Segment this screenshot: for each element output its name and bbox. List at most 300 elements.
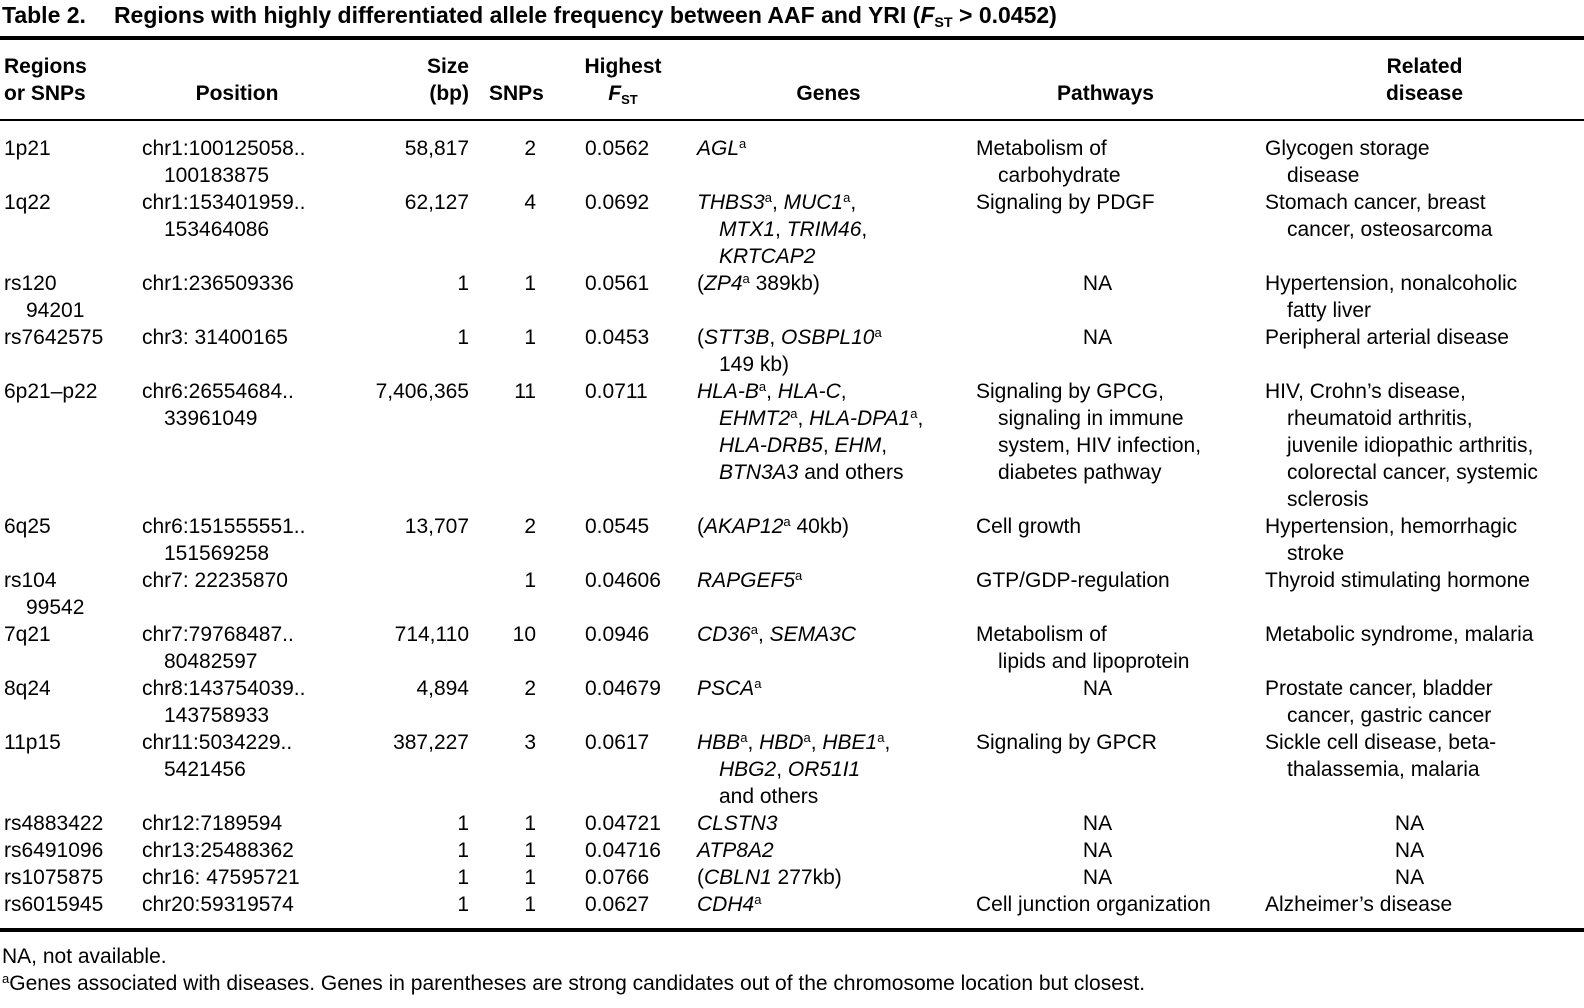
cell-position bbox=[135, 675, 350, 729]
cell-fst bbox=[540, 513, 680, 567]
cell-line: 1 bbox=[457, 839, 469, 862]
table-row bbox=[0, 324, 1584, 378]
cell-size bbox=[350, 189, 475, 270]
cell-line: 0.04679 bbox=[585, 677, 661, 700]
table-title: Regions with highly differentiated allele frequency between AAF and YRI $(F_{ST} > 0.0452)$ bbox=[113, 2, 1057, 31]
cell-line: 6p21–p22 bbox=[4, 380, 98, 403]
cell-genes bbox=[680, 189, 960, 270]
cell-line: chr3: 31400165 bbox=[142, 326, 288, 349]
cell-line bbox=[350, 567, 469, 594]
cell-line: 0.0453 bbox=[585, 326, 650, 349]
cell-disease bbox=[1235, 567, 1584, 621]
cell-line: 1 bbox=[524, 866, 536, 889]
cell-line: NA bbox=[1082, 677, 1113, 700]
cell-line: 0.04606 bbox=[585, 569, 661, 592]
cell-region bbox=[0, 135, 135, 189]
cell-position bbox=[135, 324, 350, 378]
cell-line: 1 bbox=[457, 272, 469, 295]
cell-line: chr16: 47595721 bbox=[142, 866, 300, 889]
cell-line: Signaling by GPCG, bbox=[976, 380, 1164, 403]
cell-line: THBS3$^a$, MUC1$^a$, bbox=[697, 189, 857, 214]
column-header-line: Related bbox=[1386, 55, 1463, 78]
cell-line: colorectal cancer, systemic bbox=[1287, 461, 1538, 484]
cell-line: Sickle cell disease, beta- bbox=[1265, 731, 1497, 754]
cell-snps bbox=[475, 621, 540, 675]
cell-line: 0.0946 bbox=[585, 623, 650, 646]
cell-line: 7q21 bbox=[4, 623, 51, 646]
cell-line: RAPGEF5$^a$ bbox=[697, 567, 803, 592]
table-row bbox=[0, 513, 1584, 567]
cell-line: chr13:25488362 bbox=[142, 839, 294, 862]
cell-position bbox=[135, 621, 350, 675]
cell-snps bbox=[475, 513, 540, 567]
cell-line: 149 kb) bbox=[719, 353, 790, 376]
cell-line: 1 bbox=[457, 893, 469, 916]
column-header-genes bbox=[680, 53, 960, 107]
table-row bbox=[0, 189, 1584, 270]
cell-pathways bbox=[960, 864, 1235, 891]
cell-line: thalassemia, malaria bbox=[1287, 758, 1480, 781]
cell-size bbox=[350, 567, 475, 621]
footnote-na: NA, not available. bbox=[2, 945, 167, 968]
cell-line: 4,894 bbox=[416, 677, 469, 700]
cell-line: NA bbox=[1394, 812, 1425, 835]
cell-genes bbox=[680, 810, 960, 837]
cell-size bbox=[350, 513, 475, 567]
cell-line: 143758933 bbox=[164, 704, 270, 727]
cell-position bbox=[135, 837, 350, 864]
cell-line: (AKAP12$^a$ 40kb) bbox=[697, 513, 850, 538]
cell-pathways bbox=[960, 729, 1235, 810]
cell-size bbox=[350, 378, 475, 513]
cell-line: system, HIV infection, bbox=[998, 434, 1202, 457]
column-header-pathways bbox=[960, 53, 1235, 107]
cell-genes bbox=[680, 675, 960, 729]
cell-line: Hypertension, nonalcoholic bbox=[1265, 272, 1518, 295]
cell-position bbox=[135, 189, 350, 270]
cell-line: BTN3A3 and others bbox=[719, 461, 904, 484]
table-row bbox=[0, 729, 1584, 810]
cell-line: and others bbox=[719, 785, 819, 808]
cell-pathways bbox=[960, 513, 1235, 567]
cell-line: cancer, gastric cancer bbox=[1287, 704, 1492, 727]
cell-position bbox=[135, 891, 350, 918]
cell-disease bbox=[1235, 189, 1584, 270]
cell-pathways bbox=[960, 810, 1235, 837]
cell-line: 0.0561 bbox=[585, 272, 650, 295]
cell-line: NA bbox=[1082, 326, 1113, 349]
cell-line: 1 bbox=[524, 272, 536, 295]
cell-line: sclerosis bbox=[1287, 488, 1369, 511]
table-row bbox=[0, 567, 1584, 621]
cell-line: 80482597 bbox=[164, 650, 258, 673]
cell-position bbox=[135, 810, 350, 837]
cell-size bbox=[350, 675, 475, 729]
cell-genes bbox=[680, 324, 960, 378]
table-body bbox=[0, 121, 1584, 928]
column-header-region bbox=[0, 53, 135, 107]
cell-fst bbox=[540, 270, 680, 324]
cell-line: 1 bbox=[457, 812, 469, 835]
cell-genes bbox=[680, 621, 960, 675]
cell-region bbox=[0, 567, 135, 621]
cell-line: chr8:143754039.. bbox=[142, 677, 306, 700]
cell-line: NA bbox=[1082, 839, 1113, 862]
cell-line: 11p15 bbox=[4, 731, 61, 754]
cell-region bbox=[0, 270, 135, 324]
cell-region bbox=[0, 189, 135, 270]
cell-disease bbox=[1235, 810, 1584, 837]
cell-line: 1 bbox=[524, 812, 536, 835]
cell-fst bbox=[540, 567, 680, 621]
cell-region bbox=[0, 675, 135, 729]
cell-fst bbox=[540, 810, 680, 837]
cell-position bbox=[135, 513, 350, 567]
cell-line: GTP/GDP-regulation bbox=[976, 569, 1170, 592]
cell-line: 153464086 bbox=[164, 218, 270, 241]
cell-snps bbox=[475, 864, 540, 891]
cell-region bbox=[0, 513, 135, 567]
cell-region bbox=[0, 837, 135, 864]
cell-line: 1 bbox=[524, 326, 536, 349]
cell-line: Signaling by GPCR bbox=[976, 731, 1157, 754]
cell-line: 62,127 bbox=[404, 191, 469, 214]
cell-line: PSCA$^a$ bbox=[697, 675, 762, 700]
cell-line: 33961049 bbox=[164, 407, 258, 430]
cell-line: 387,227 bbox=[393, 731, 469, 754]
cell-line: 1 bbox=[524, 839, 536, 862]
column-header-size bbox=[350, 53, 475, 107]
cell-line: NA bbox=[1082, 866, 1113, 889]
table-caption bbox=[0, 0, 1584, 36]
cell-line: HBG2, OR51I1 bbox=[719, 758, 861, 781]
cell-snps bbox=[475, 378, 540, 513]
cell-genes bbox=[680, 567, 960, 621]
cell-line: 0.0545 bbox=[585, 515, 650, 538]
cell-line: HLA-$B^a$, HLA-C, bbox=[697, 378, 847, 403]
cell-line: 714,110 bbox=[394, 623, 469, 646]
cell-line: 13,707 bbox=[404, 515, 469, 538]
cell-line: 58,817 bbox=[404, 137, 469, 160]
cell-line: 0.0562 bbox=[585, 137, 650, 160]
cell-position bbox=[135, 135, 350, 189]
cell-line: chr11:5034229.. bbox=[142, 731, 293, 754]
column-header-line: SNPs bbox=[489, 82, 544, 105]
cell-region bbox=[0, 621, 135, 675]
cell-region bbox=[0, 891, 135, 918]
cell-fst bbox=[540, 378, 680, 513]
cell-line: Alzheimer’s disease bbox=[1265, 893, 1453, 916]
cell-region bbox=[0, 729, 135, 810]
cell-line: (CBLN1 277kb) bbox=[697, 866, 842, 889]
cell-position bbox=[135, 270, 350, 324]
cell-line: 0.0766 bbox=[585, 866, 650, 889]
cell-snps bbox=[475, 567, 540, 621]
column-header-snps bbox=[475, 53, 544, 107]
cell-line: chr12:7189594 bbox=[142, 812, 283, 835]
cell-line: 2 bbox=[524, 137, 536, 160]
header-row bbox=[0, 40, 1584, 119]
cell-fst bbox=[540, 189, 680, 270]
cell-line: 99542 bbox=[26, 596, 85, 619]
table-row bbox=[0, 135, 1584, 189]
cell-line: 0.0711 bbox=[585, 380, 648, 403]
cell-line: 0.0692 bbox=[585, 191, 650, 214]
cell-pathways bbox=[960, 189, 1235, 270]
cell-line: 8q24 bbox=[4, 677, 51, 700]
column-header-line bbox=[489, 53, 536, 80]
cell-fst bbox=[540, 135, 680, 189]
cell-line: EHMT2$^a$, HLA-DPA1$^a$, bbox=[719, 405, 924, 430]
cell-pathways bbox=[960, 135, 1235, 189]
cell-line: HLA-DRB5, EHM, bbox=[719, 434, 888, 457]
cell-fst bbox=[540, 324, 680, 378]
cell-fst bbox=[540, 864, 680, 891]
cell-line: 151569258 bbox=[164, 542, 270, 565]
cell-line: MTX1, TRIM46, bbox=[719, 218, 868, 241]
cell-line: chr6:26554684.. bbox=[142, 380, 294, 403]
cell-line: AGL$^a$ bbox=[697, 135, 747, 160]
cell-size bbox=[350, 837, 475, 864]
cell-line: rs104 bbox=[4, 569, 57, 592]
column-header-position bbox=[135, 53, 350, 107]
cell-line: 1 bbox=[457, 326, 469, 349]
cell-genes bbox=[680, 270, 960, 324]
column-header-line: Regions bbox=[4, 55, 87, 78]
cell-snps bbox=[475, 810, 540, 837]
cell-line: Cell growth bbox=[976, 515, 1082, 538]
cell-line: 1q22 bbox=[4, 191, 51, 214]
cell-line: Signaling by PDGF bbox=[976, 191, 1155, 214]
cell-disease bbox=[1235, 891, 1584, 918]
cell-pathways bbox=[960, 270, 1235, 324]
cell-line: HIV, Crohn’s disease, bbox=[1265, 380, 1466, 403]
cell-disease bbox=[1235, 864, 1584, 891]
cell-line: 7,406,365 bbox=[375, 380, 469, 403]
cell-disease bbox=[1235, 675, 1584, 729]
cell-line: CDH4$^a$ bbox=[697, 891, 762, 916]
cell-genes bbox=[680, 135, 960, 189]
cell-line: NA bbox=[1082, 812, 1113, 835]
cell-size bbox=[350, 891, 475, 918]
cell-line: 6q25 bbox=[4, 515, 51, 538]
cell-line: 11 bbox=[514, 380, 536, 403]
cell-position bbox=[135, 729, 350, 810]
cell-size bbox=[350, 270, 475, 324]
cell-line: chr20:59319574 bbox=[142, 893, 294, 916]
cell-line: rs120 bbox=[4, 272, 57, 295]
cell-line: 0.04721 bbox=[585, 812, 661, 835]
cell-size bbox=[350, 324, 475, 378]
cell-line: chr6:151555551.. bbox=[142, 515, 306, 538]
table-row bbox=[0, 891, 1584, 918]
cell-snps bbox=[475, 324, 540, 378]
cell-line: cancer, osteosarcoma bbox=[1287, 218, 1493, 241]
cell-line: 1p21 bbox=[4, 137, 51, 160]
cell-line: rs6491096 bbox=[4, 839, 104, 862]
cell-genes bbox=[680, 864, 960, 891]
cell-line: 94201 bbox=[26, 299, 85, 322]
cell-line: 1 bbox=[524, 893, 536, 916]
table-number: Table 2. bbox=[2, 2, 86, 28]
cell-disease bbox=[1235, 837, 1584, 864]
cell-line: lipids and lipoprotein bbox=[998, 650, 1190, 673]
cell-line: (STT3B, OSBPL10$^a$ bbox=[697, 324, 882, 349]
cell-pathways bbox=[960, 378, 1235, 513]
cell-line: rs7642575 bbox=[4, 326, 104, 349]
cell-pathways bbox=[960, 567, 1235, 621]
cell-fst bbox=[540, 729, 680, 810]
column-header-line: (bp) bbox=[429, 82, 469, 105]
cell-line: rs4883422 bbox=[4, 812, 104, 835]
cell-line: Metabolic syndrome, malaria bbox=[1265, 623, 1534, 646]
cell-line: Metabolism of bbox=[976, 623, 1107, 646]
cell-disease bbox=[1235, 513, 1584, 567]
cell-genes bbox=[680, 729, 960, 810]
cell-line: stroke bbox=[1287, 542, 1345, 565]
cell-line: chr7: 22235870 bbox=[142, 569, 288, 592]
cell-genes bbox=[680, 837, 960, 864]
column-header-disease bbox=[1235, 53, 1584, 107]
cell-line: 10 bbox=[512, 623, 536, 646]
cell-line: 3 bbox=[524, 731, 536, 754]
cell-region bbox=[0, 810, 135, 837]
column-header-line bbox=[142, 53, 332, 80]
cell-line: (ZP4$^a$ 389kb) bbox=[697, 270, 820, 295]
cell-line: signaling in immune bbox=[998, 407, 1184, 430]
cell-snps bbox=[475, 675, 540, 729]
cell-line: carbohydrate bbox=[998, 164, 1121, 187]
footnote-a: $^a$Genes associated with diseases. Genes in parentheses are strong candidates out of the chromosome location but closest. bbox=[2, 970, 1146, 995]
table-row bbox=[0, 864, 1584, 891]
cell-size bbox=[350, 729, 475, 810]
cell-line: CLSTN3 bbox=[697, 812, 778, 835]
cell-line: ATP8A2 bbox=[697, 839, 774, 862]
cell-size bbox=[350, 810, 475, 837]
cell-snps bbox=[475, 189, 540, 270]
cell-disease bbox=[1235, 621, 1584, 675]
column-header-line: Position bbox=[195, 82, 279, 105]
cell-line: Glycogen storage bbox=[1265, 137, 1430, 160]
cell-line: Prostate cancer, bladder bbox=[1265, 677, 1493, 700]
table-row bbox=[0, 270, 1584, 324]
column-header-line bbox=[697, 53, 960, 80]
cell-size bbox=[350, 621, 475, 675]
column-header-line: Genes bbox=[796, 82, 861, 105]
cell-line: rs6015945 bbox=[4, 893, 104, 916]
cell-fst bbox=[540, 675, 680, 729]
cell-line: Cell junction organization bbox=[976, 893, 1211, 916]
cell-line: 0.0627 bbox=[585, 893, 650, 916]
cell-region bbox=[0, 378, 135, 513]
column-header-line bbox=[976, 53, 1235, 80]
cell-line: Hypertension, hemorrhagic bbox=[1265, 515, 1518, 538]
column-header-line: or SNPs bbox=[4, 82, 86, 105]
cell-line: chr1:100125058.. bbox=[142, 137, 306, 160]
cell-line: 1 bbox=[457, 866, 469, 889]
cell-line: 0.0617 bbox=[585, 731, 650, 754]
cell-position bbox=[135, 567, 350, 621]
cell-snps bbox=[475, 837, 540, 864]
column-header-line: $F_{ST}$ bbox=[608, 82, 638, 107]
cell-pathways bbox=[960, 675, 1235, 729]
cell-line: Metabolism of bbox=[976, 137, 1107, 160]
footnotes bbox=[0, 932, 1584, 997]
cell-line: 100183875 bbox=[164, 164, 270, 187]
cell-size bbox=[350, 135, 475, 189]
cell-line: chr1:153401959.. bbox=[142, 191, 306, 214]
column-header-fst bbox=[540, 53, 680, 107]
cell-line: CD36$^a$, SEMA3C bbox=[697, 621, 856, 646]
cell-line: chr1:236509336 bbox=[142, 272, 294, 295]
cell-snps bbox=[475, 270, 540, 324]
cell-genes bbox=[680, 513, 960, 567]
cell-disease bbox=[1235, 270, 1584, 324]
cell-line: disease bbox=[1287, 164, 1360, 187]
cell-line: chr7:79768487.. bbox=[142, 623, 294, 646]
cell-line: fatty liver bbox=[1287, 299, 1372, 322]
cell-fst bbox=[540, 837, 680, 864]
cell-line: rheumatoid arthritis, bbox=[1287, 407, 1473, 430]
cell-line: juvenile idiopathic arthritis, bbox=[1287, 434, 1534, 457]
cell-snps bbox=[475, 729, 540, 810]
cell-line: 5421456 bbox=[164, 758, 246, 781]
column-header-line: Pathways bbox=[1057, 82, 1154, 105]
cell-line: Stomach cancer, breast bbox=[1265, 191, 1486, 214]
cell-line: NA bbox=[1394, 866, 1425, 889]
column-header-line: Highest bbox=[584, 55, 662, 78]
cell-line: 4 bbox=[524, 191, 536, 214]
cell-disease bbox=[1235, 324, 1584, 378]
table-row bbox=[0, 810, 1584, 837]
cell-line: 2 bbox=[524, 677, 536, 700]
cell-snps bbox=[475, 135, 540, 189]
table-row bbox=[0, 675, 1584, 729]
table-row bbox=[0, 621, 1584, 675]
cell-line: NA bbox=[1082, 272, 1113, 295]
cell-pathways bbox=[960, 621, 1235, 675]
cell-line: Thyroid stimulating hormone bbox=[1265, 569, 1530, 592]
cell-line: rs1075875 bbox=[4, 866, 104, 889]
cell-fst bbox=[540, 891, 680, 918]
cell-pathways bbox=[960, 891, 1235, 918]
cell-region bbox=[0, 864, 135, 891]
cell-pathways bbox=[960, 837, 1235, 864]
cell-line: NA bbox=[1394, 839, 1425, 862]
cell-region bbox=[0, 324, 135, 378]
cell-position bbox=[135, 378, 350, 513]
table-row bbox=[0, 378, 1584, 513]
table-row bbox=[0, 837, 1584, 864]
cell-line: 0.04716 bbox=[585, 839, 661, 862]
cell-line: KRTCAP2 bbox=[719, 245, 816, 268]
cell-line: 1 bbox=[524, 569, 536, 592]
cell-disease bbox=[1235, 135, 1584, 189]
cell-line: diabetes pathway bbox=[998, 461, 1162, 484]
column-header-line: disease bbox=[1385, 82, 1464, 105]
cell-line: HBB$^a$, HBD$^a$, HBE1$^a$, bbox=[697, 729, 891, 754]
cell-fst bbox=[540, 621, 680, 675]
cell-disease bbox=[1235, 729, 1584, 810]
column-header-line: Size bbox=[426, 55, 469, 78]
cell-line: 2 bbox=[524, 515, 536, 538]
cell-size bbox=[350, 864, 475, 891]
cell-line: Peripheral arterial disease bbox=[1265, 326, 1509, 349]
cell-position bbox=[135, 864, 350, 891]
cell-genes bbox=[680, 378, 960, 513]
cell-genes bbox=[680, 891, 960, 918]
cell-disease bbox=[1235, 378, 1584, 513]
